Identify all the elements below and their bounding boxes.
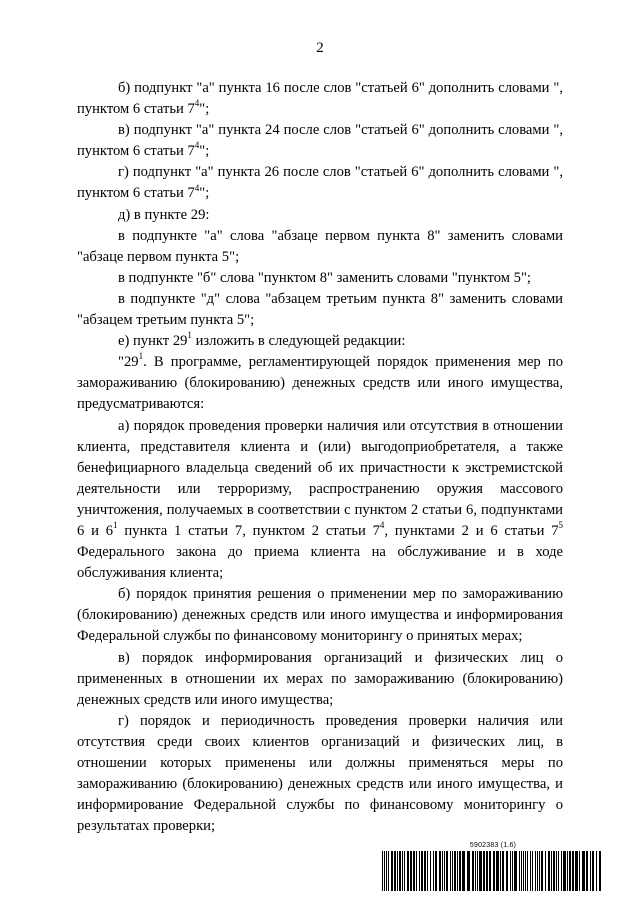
barcode-bar bbox=[590, 851, 591, 891]
barcode-block bbox=[382, 842, 604, 891]
barcode-bar bbox=[454, 851, 456, 891]
barcode-bar bbox=[502, 851, 504, 891]
barcode-bar bbox=[523, 851, 524, 891]
document-body bbox=[77, 78, 563, 837]
barcode-bar bbox=[416, 851, 417, 891]
barcode-bar bbox=[394, 851, 396, 891]
paragraph-v-informing-order: в) порядок информирования организаций и физических лиц о примененных в отношении их мерах по замораживанию (блокированию) денежных средств или иного имущества; bbox=[77, 649, 563, 708]
barcode-bar bbox=[424, 851, 426, 891]
barcode-bar bbox=[388, 851, 389, 891]
barcode-bar bbox=[402, 851, 403, 891]
barcode-bar bbox=[582, 851, 585, 891]
barcode-bar bbox=[475, 851, 476, 891]
barcode-bar bbox=[472, 851, 474, 891]
barcode-bar bbox=[575, 851, 578, 891]
barcode-bar bbox=[407, 851, 409, 891]
paragraph-g-subpoint-26: г) подпункт "а" пункта 26 после слов "статьей 6" дополнить словами ", пунктом 6 статьи $7^4$"; bbox=[77, 164, 563, 202]
barcode-bar bbox=[553, 851, 555, 891]
barcode-bar bbox=[519, 851, 520, 891]
barcode-bar bbox=[386, 851, 387, 891]
barcode-bar bbox=[569, 851, 571, 891]
barcode-bar bbox=[382, 851, 383, 891]
barcode-bar bbox=[404, 851, 405, 891]
barcode-bar bbox=[435, 851, 437, 891]
barcode-bar bbox=[483, 851, 485, 891]
barcode-bar bbox=[558, 851, 559, 891]
barcode-bar bbox=[521, 851, 522, 891]
paragraph-e-point-29-1: е) пункт $29^1$ изложить в следующей редакции: bbox=[118, 330, 406, 350]
barcode-bar bbox=[586, 851, 588, 891]
barcode-bar bbox=[537, 851, 538, 891]
barcode-bar bbox=[539, 851, 540, 891]
barcode-bar bbox=[486, 851, 488, 891]
barcode-bar bbox=[563, 851, 566, 891]
barcode-bar bbox=[545, 851, 546, 891]
barcode-bar bbox=[527, 851, 528, 891]
barcode-bar bbox=[433, 851, 434, 891]
barcode-bar bbox=[561, 851, 562, 891]
paragraph-subpoint-a-replace: в подпункте "а" слова "абзаце первом пункта 8" заменить словами "абзаце первом пункта 5"; bbox=[77, 227, 563, 265]
barcode-bar bbox=[532, 851, 533, 891]
barcode-bar bbox=[450, 851, 451, 891]
barcode-bar bbox=[512, 851, 513, 891]
barcode-bar bbox=[548, 851, 550, 891]
barcode-bar bbox=[541, 851, 543, 891]
barcode-bar bbox=[489, 851, 491, 891]
barcode-bar bbox=[442, 851, 443, 891]
barcode-bar bbox=[506, 851, 508, 891]
barcode-bar bbox=[397, 851, 398, 891]
barcode-bar bbox=[427, 851, 428, 891]
barcode-image bbox=[382, 851, 604, 891]
barcode-bar bbox=[413, 851, 415, 891]
paragraph-point-29-1-program: "$29^1$. В программе, регламентирующей порядок применения мер по замораживанию (блокированию) денежных средств или иного имущества, предусматриваются: bbox=[77, 351, 563, 413]
paragraph-g-periodicity-order: г) порядок и периодичность проведения проверки наличия или отсутствия среди своих клиентов организаций и физических лиц, в отношении которых применены или должны применяться меры по замораживанию (блокированию) денежных средств или иного имущества, и информирование Федеральной службы по финансовому мониторингу о результатах проверки; bbox=[77, 712, 563, 835]
barcode-bar bbox=[410, 851, 412, 891]
page-number: 2 bbox=[316, 40, 324, 56]
barcode-bar bbox=[391, 851, 393, 891]
paragraph-subpoint-b-replace: в подпункте "б" слова "пунктом 8" заменить словами "пунктом 5"; bbox=[118, 269, 531, 286]
barcode-bar bbox=[462, 851, 465, 891]
barcode-bar bbox=[525, 851, 526, 891]
barcode-bar bbox=[430, 851, 431, 891]
barcode-code: 5902383 (1.6) bbox=[469, 842, 517, 849]
barcode-bar bbox=[592, 851, 594, 891]
barcode-bar bbox=[551, 851, 552, 891]
paragraph-d-point-29: д) в пункте 29: bbox=[118, 206, 210, 223]
barcode-bar bbox=[510, 851, 511, 891]
barcode-bar bbox=[572, 851, 574, 891]
paragraph-a-verification-order: а) порядок проведения проверки наличия или отсутствия в отношении клиента, представителя клиента и (или) выгодоприобретателя, а также бенефициарного владельца сведений об их причастности к экстремистской деятельности или терроризму, распространению оружия массового уничтожения, получаемых в соответствии с пунктом 2 статьи 6, подпунктами 6 и $6^1$ пункта 1 статьи 7, пунктом 2 статьи $7^4$, пунктами 2 и 6 статьи $7^5$ Федерального закона до приема клиента на обслуживание и в ходе обслуживания клиента; bbox=[77, 417, 564, 582]
barcode-bar bbox=[530, 851, 531, 891]
barcode-bar bbox=[500, 851, 501, 891]
barcode-bar bbox=[479, 851, 482, 891]
barcode-bar bbox=[421, 851, 423, 891]
barcode-bar bbox=[459, 851, 461, 891]
barcode-bar bbox=[567, 851, 568, 891]
barcode-bar bbox=[579, 851, 580, 891]
barcode-bar bbox=[493, 851, 495, 891]
barcode-bar bbox=[467, 851, 470, 891]
barcode-bar bbox=[446, 851, 448, 891]
barcode-bar bbox=[439, 851, 441, 891]
paragraph-subpoint-d-replace: в подпункте "д" слова "абзацем третьим пункта 8" заменить словами "абзацем третьим пункта 5"; bbox=[77, 290, 563, 329]
barcode-bar bbox=[444, 851, 445, 891]
barcode-bar bbox=[535, 851, 536, 891]
barcode-bar bbox=[496, 851, 499, 891]
barcode-bar bbox=[599, 851, 601, 891]
paragraph-b-decision-order: б) порядок принятия решения о применении мер по замораживанию (блокированию) денежных средств или иного имущества и информирования Федеральной службы по финансовому мониторингу о принятых мерах; bbox=[77, 586, 563, 645]
barcode-bar bbox=[596, 851, 597, 891]
barcode-bar bbox=[457, 851, 458, 891]
barcode-bar bbox=[419, 851, 420, 891]
paragraph-v-subpoint-24: в) подпункт "а" пункта 24 после слов "статьей 6" дополнить словами ", пунктом 6 статьи $7^4$"; bbox=[77, 122, 563, 160]
barcode-bar bbox=[556, 851, 557, 891]
barcode-bar bbox=[514, 851, 517, 891]
paragraph-b-subpoint-16: б) подпункт "а" пункта 16 после слов "статьей 6" дополнить словами ", пунктом 6 статьи $7^4$"; bbox=[77, 80, 563, 118]
barcode-bar bbox=[477, 851, 478, 891]
barcode-bar bbox=[452, 851, 453, 891]
barcode-bar bbox=[384, 851, 385, 891]
barcode-bar bbox=[399, 851, 401, 891]
